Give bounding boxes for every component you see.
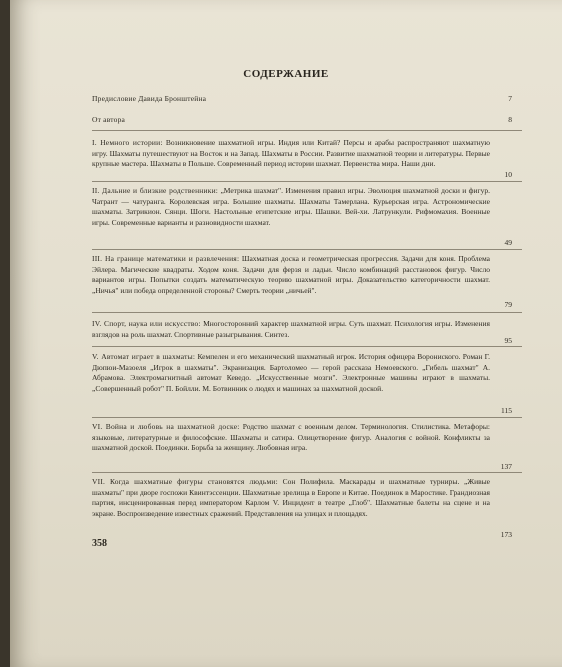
entry-heading: V. Автомат играет в шахматы: <box>92 352 196 361</box>
divider-line <box>92 346 522 347</box>
entry-description: Возникновение шахматной игры. Индия или Китай? Персы и арабы распространяют шахматную игру. Шахматы путешествуют на Восток и на Запад. Шахматы в России. Развитие шахматной теории и литературы. Первые крупные мастера. Шахматы в Польше. Современный период истории шахмат. Первенства мира. Наши дни. <box>92 138 490 169</box>
toc-entry-chapter-7 <box>92 477 490 519</box>
toc-entry-chapter-4 <box>92 319 490 340</box>
entry-description: „Метрика шахмат". Изменения правил игры. Эволюция шахматной доски и фигур. Чатрант — чатуранга. Королевская игра. Большие шахматы. Шахматы Тамерлана. Курьерская игра. Астрономические шахматы. Затрикион. Сянци. Шоги. Настольные египетские игры. Шашки. Вей-хи. Латрункули. Рифмомахия. Военные игры. Современные варианты и разновидности шахмат. <box>92 186 490 227</box>
entry-heading: I. Немного истории: <box>92 138 163 147</box>
divider-line <box>92 417 522 418</box>
toc-entry-chapter-5 <box>92 352 490 394</box>
entry-description: Сон Полифила. Маскарады и шахматные турниры. „Живые шахматы" при дворе госпожи Квинтэссенции. Шахматные зрелища в Европе и Китае. Поединок в Маростике. Грандиозная партия, инсценированная перед императором Карлом V. Инцидент в театре „Глоб". Шахматные балеты на сцене и на экране. Воспроизведение известных сражений. Представления на улицах и площадях. <box>92 477 491 518</box>
entry-page-number: 115 <box>501 406 512 415</box>
page-folio-number: 358 <box>92 538 107 549</box>
page-title: СОДЕРЖАНИЕ <box>243 68 329 80</box>
entry-heading: II. Дальние и близкие родственники: <box>92 186 219 195</box>
entry-page-number: 173 <box>500 530 512 539</box>
entry-description: Шахматная доска и геометрическая прогрессия. Задачи для коня. Проблема Эйлера. Магические квадраты. Ходом коня. Задачи для ферзя и ладьи. Число комбинаций расстановок фигур. Число вариантов игры. Попытки создать математическую теорию шахматной игры. Доказательство категоричности шахмат. „Ничья" или победа определенной стороны? Смерть теории „ничьей". <box>92 254 490 295</box>
divider-line <box>92 130 522 131</box>
book-page <box>10 0 562 667</box>
toc-entry-chapter-6 <box>92 422 490 454</box>
entry-page-number: 10 <box>504 170 512 179</box>
toc-entry-preface <box>92 94 490 105</box>
toc-entry-chapter-1 <box>92 138 490 170</box>
entry-heading: Предисловие Давида Бронштейна <box>92 94 207 103</box>
entry-page-number: 49 <box>504 238 512 247</box>
entry-page-number: 79 <box>504 300 512 309</box>
entry-heading: IV. Спорт, наука или искусство: <box>92 319 201 328</box>
entry-description: Кемпелен и его механический шахматный игрок. История офицера Ворониского. Роман Г. Дюпюи-Мазоеля „Игрок в шахматы". Экранизация. Бартоломео — герой рассказа Немоевского. „Гибель шахмат" А. Абрамова. Электромагнитный автомат Кеведо. „Искусственные мозги". Электронные машины играют в шахматы. „Совершенный робот" П. Бойлли. М. Ботвинник о людях и машинах за шахматной доской. <box>92 352 491 393</box>
divider-line <box>92 181 522 182</box>
entry-page-number: 8 <box>508 115 512 124</box>
entry-page-number: 7 <box>508 94 512 103</box>
entry-description: Родство шахмат с военным делом. Терминология. Стилистика. Метафоры: языковые, литературные и философские. Шахматы и сатира. Олицетворение фигур. Аналогия с войной. Конфликты за шахматной доской. Поединки. Борьба за женщину. Любовная игра. <box>92 422 491 453</box>
entry-heading: III. На границе математики и развлечения: <box>92 254 240 263</box>
entry-heading: От автора <box>92 115 126 124</box>
divider-line <box>92 312 522 313</box>
toc-entry-from-author <box>92 115 490 126</box>
entry-heading: VII. Когда шахматные фигуры становятся людьми: <box>92 477 278 486</box>
divider-line <box>92 472 522 473</box>
toc-entry-chapter-3 <box>92 254 490 296</box>
divider-line <box>92 249 522 250</box>
entry-page-number: 95 <box>504 336 512 345</box>
entry-page-number: 137 <box>500 462 512 471</box>
toc-entry-chapter-2 <box>92 186 490 228</box>
entry-description: Многосторонний характер шахматной игры. Суть шахмат. Психология игры. Изменения взглядов на роль шахмат. Спортивные разыгрывания. Синтез. <box>92 319 490 339</box>
entry-heading: VI. Война и любовь на шахматной доске: <box>92 422 240 431</box>
